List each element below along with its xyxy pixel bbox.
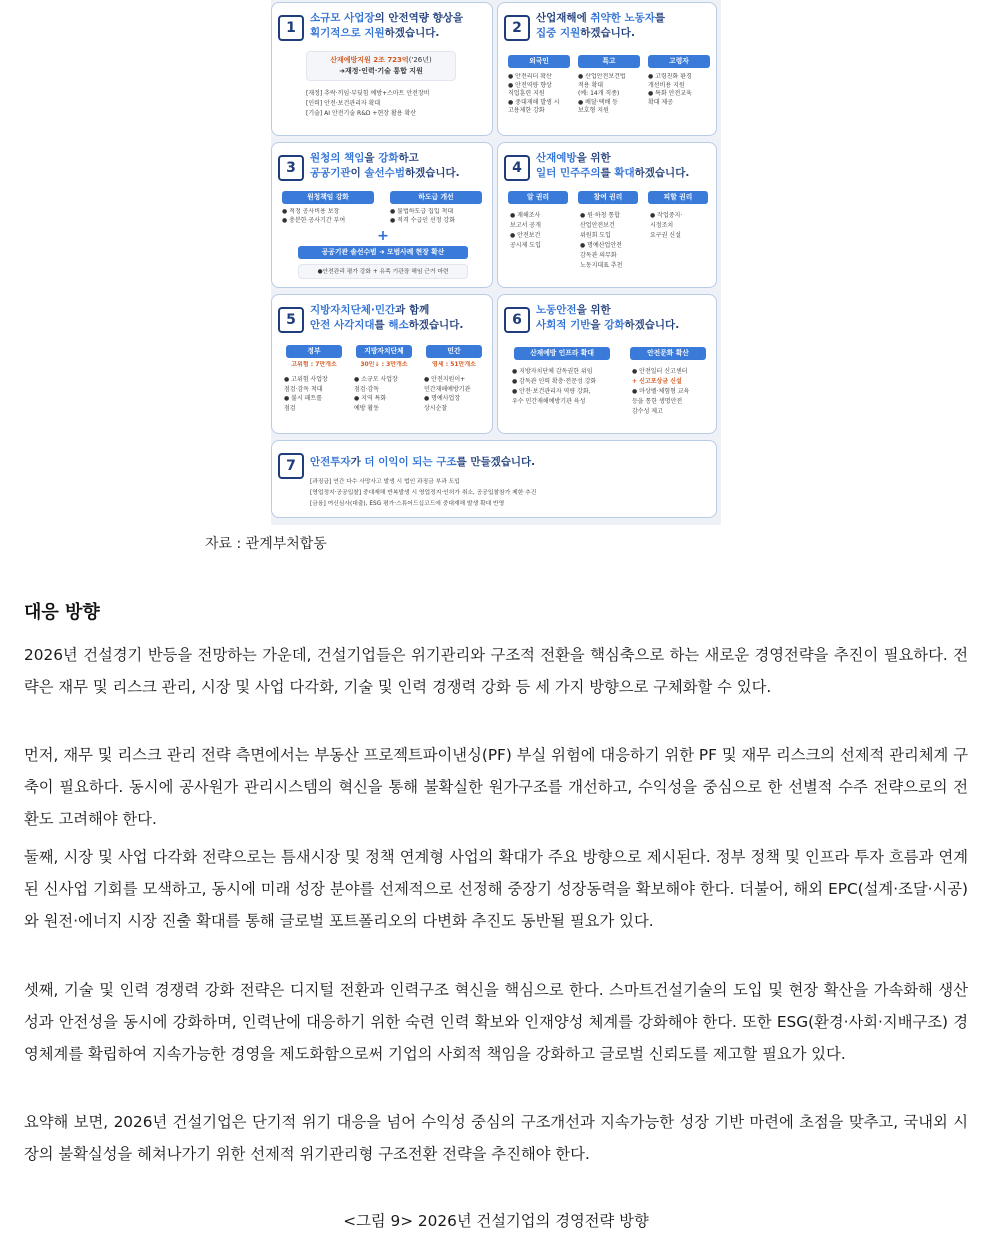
panel-number: 2 <box>504 15 530 41</box>
tag-local-government: 지방자치단체 <box>356 345 412 358</box>
count-private: 영세 : 51만개소 <box>432 361 476 368</box>
panel-title: 원청의 책임을 강화하고 공공기관이 솔선수범하겠습니다. <box>310 152 460 179</box>
column-government: ● 고위험 사업장 점검·감독 척대 ● 불시 패트롤 점검 <box>284 376 328 412</box>
column-right-to-avoid: ● 작업중지· 시정조치 요구권 신설 <box>650 212 683 239</box>
budget-box: 산재예방지원 2조 723억('26년) ➜재정·인력·기술 통합 지원 <box>306 51 456 81</box>
column-safety-culture: ● 안전일터 신고센터 + 신고포상금 신설 ● 마상펠·체험형 교육 등을 통한 생명안전 감수성 제고 <box>632 368 690 415</box>
tag-infrastructure: 산재예방 인프라 확대 <box>514 347 610 360</box>
column-infrastructure: ● 지방자치단체 감독권한 위임 ● 감독관 인력 확충·전문성 강화 ● 안전·보건관리자 역량 강화, 우수 민간재해예방기관 육성 <box>512 368 597 405</box>
tag-safety-culture: 안전문화 확산 <box>630 347 706 360</box>
panel-number: 6 <box>504 307 530 333</box>
panel-7-bullets <box>310 477 714 510</box>
paragraph-5: 요약해 보면, 2026년 건설기업은 단기적 위기 대응을 넘어 수익성 중심의 구조개선과 지속가능한 성장 기반 마련에 초점을 맞추고, 국내외 시장의 불확실성을 헤쳐나가기 위한 선제적 위기관리형 구조전환 전략을 추진해야 한다. <box>24 1113 968 1163</box>
public-institution-note: ●안전관리 평가 강화 + 유족 기관장 해임 근거 마련 <box>298 264 468 279</box>
paragraph-2: 먼저, 재무 및 리스크 관리 전략 측면에서는 부동산 프로젝트파이낸싱(PF) 부실 위험에 대응하기 위한 PF 및 재무 리스크의 선제적 관리체계 구축이 필요하다. 동시에 공사원가 관리시스템의 혁신을 통해 불확실한 원가구조를 개선하고, 수익성을 중심으로 한 선별적 수주 전략으로의 전환도 고려해야 한다. <box>24 746 968 828</box>
column-right-to-participate: ● 원·하청 통합 산업안전보건 위원회 도입 ● 명예산업안전 감독관 의무화 노동지대표 추천 <box>580 212 623 269</box>
figure-caption: <그림 9> 2026년 건설기업의 경영전략 방향 <box>343 1212 649 1230</box>
tag-right-to-participate: 참여 권리 <box>578 191 638 204</box>
panel-title: 산재예방을 위한 일터 민주주의를 확대하겠습니다. <box>536 152 690 179</box>
column-local-government: ● 소규모 사업장 점검·감독 ● 지역 특화 예방 활동 <box>354 376 398 412</box>
figure-source: 자료 : 관계부처합동 <box>205 536 327 552</box>
panel-number: 5 <box>278 307 304 333</box>
bullet: [재정] 추락·끼임·부딪힘 예방+스마트 안전장비 <box>306 90 430 97</box>
panel-title: 노동안전을 위한 사회적 기반을 강화하겠습니다. <box>536 304 680 331</box>
panel-6-social-foundation <box>497 294 717 434</box>
bullet: [영업정지·공공입찰] 중대재해 반복발생 시 영업정지·인허가 취소, 공공입찰참가 제한 추진 <box>310 490 537 496</box>
section-heading: 대응 방향 <box>24 602 100 623</box>
column-foreigner: ● 안전리더 확산 ● 안전역량 향상 직업훈련 지원 ● 중대재해 발생 시 고용제한 강화 <box>508 73 560 114</box>
paragraph-1: 2026년 건설경기 반등을 전망하는 가운데, 건설기업들은 위기관리와 구조적 전환을 핵심축으로 하는 새로운 경영전략을 추진이 필요하다. 전략은 재무 및 리스크 관리, 시장 및 사업 다각화, 기술 및 인력 경쟁력 강화 등 세 가지 방향으로 구체화할 수 있다. <box>24 646 968 696</box>
tag-elderly: 고령자 <box>648 55 710 68</box>
tag-prime-contractor: 원청책임 강화 <box>282 191 374 204</box>
column-prime-contractor: ● 적정 공사비용 보장 ● 충분한 공사기간 부여 <box>282 208 346 224</box>
panel-number: 1 <box>278 15 304 41</box>
public-institution-banner: 공공기관 솔선수범 ➜ 모범사례 현장 확산 <box>298 246 468 259</box>
panel-7-safety-investment <box>271 440 717 518</box>
panel-title: 산업재해에 취약한 노동자를 집중 지원하겠습니다. <box>536 12 666 39</box>
count-local-government: 30인↓ : 3만개소 <box>360 361 408 368</box>
panel-1-small-workplaces <box>271 2 493 136</box>
panel-1-bullets <box>306 89 490 119</box>
plus-sign: + <box>377 228 389 244</box>
bullet: [인력] 안전·보건관리자 확대 <box>306 100 381 107</box>
panel-4-workplace-democracy <box>497 142 717 288</box>
tag-special-employment: 특고 <box>578 55 640 68</box>
tag-subcontract: 하도급 개선 <box>390 191 482 204</box>
panel-number: 3 <box>278 155 304 181</box>
column-special-employment: ● 산업안전보건법 적용 확대 (예: 14개 직종) ● 배달·택배 등 보호형 지원 <box>578 73 626 114</box>
paragraph-3: 둘째, 시장 및 사업 다각화 전략으로는 틈새시장 및 정책 연계형 사업의 확대가 주요 방향으로 제시된다. 정부 정책 및 인프라 투자 흐름과 연계된 신사업 기회를 모색하고, 동시에 미래 성장 분야를 선제적으로 선정해 중장기 성장동력을 확보해야 한다. 더불어, 해외 EPC(설계·조달·시공)와 원전·에너지 시장 진출 확대를 통해 글로벌 포트폴리오의 다변화 추진도 동반될 필요가 있다. <box>24 848 968 930</box>
paragraph-4: 셋째, 기술 및 인력 경쟁력 강화 전략은 디지털 전환과 인력구조 혁신을 핵심으로 한다. 스마트건설기술의 도입 및 현장 확산을 가속화해 생산성과 안전성을 동시에 강화하며, 인력난에 대응하기 위한 숙련 인력 확보와 인재양성 체계를 강화해야 한다. 또한 ESG(환경·사회·지배구조) 경영체계를 확립하여 지속가능한 경영을 제도화함으로써 기업의 사회적 책임을 강화하고 글로벌 신뢰도를 제고할 필요가 있다. <box>24 981 968 1063</box>
column-private: ● 안전지원이+ 민간재해예방기관 ● 명예사업장 상시순찰 <box>424 376 471 412</box>
panel-number: 7 <box>278 453 304 479</box>
panel-number: 4 <box>504 155 530 181</box>
bullet: [금융] 여신심사(대출), ESG 평가·스튜어드십코드에 중대재해 발생 확대 반영 <box>310 501 505 507</box>
tag-government: 정부 <box>286 345 342 358</box>
panel-title: 지방자치단체·민간과 함께 안전 사각지대를 해소하겠습니다. <box>310 304 464 331</box>
tag-right-to-know: 알 권리 <box>508 191 568 204</box>
count-government: 고위험 : 7만개소 <box>291 361 337 368</box>
bullet: [기술] AI 안전기술 R&D +현장 활용 확산 <box>306 110 417 117</box>
column-elderly: ● 고령친화 환경 개선비용 지원 ● 특화 안전교육 확대 제공 <box>648 73 692 106</box>
panel-title: 안전투자가 더 이익이 되는 구조를 만들겠습니다. <box>310 456 536 468</box>
tag-foreigner: 외국인 <box>508 55 570 68</box>
panel-3-contractor-responsibility <box>271 142 493 288</box>
column-subcontract: ● 불법하도급 집입 척대 ● 적격 수급인 선정 강화 <box>390 208 456 224</box>
column-right-to-know: ● 재해조사 보고서 공개 ● 안전보건 공시제 도입 <box>510 212 541 249</box>
panel-2-vulnerable-workers <box>497 2 717 136</box>
panel-title: 소규모 사업장의 안전역량 향상을 획기적으로 지원하겠습니다. <box>310 12 463 39</box>
safety-policy-infographic <box>271 0 721 525</box>
tag-private: 민간 <box>426 345 482 358</box>
bullet: [과징금] 연간 다수 사망사고 발생 시 법인 과징금 부과 도입 <box>310 479 460 485</box>
tag-right-to-avoid: 피할 권리 <box>648 191 708 204</box>
panel-5-local-government-private <box>271 294 493 434</box>
